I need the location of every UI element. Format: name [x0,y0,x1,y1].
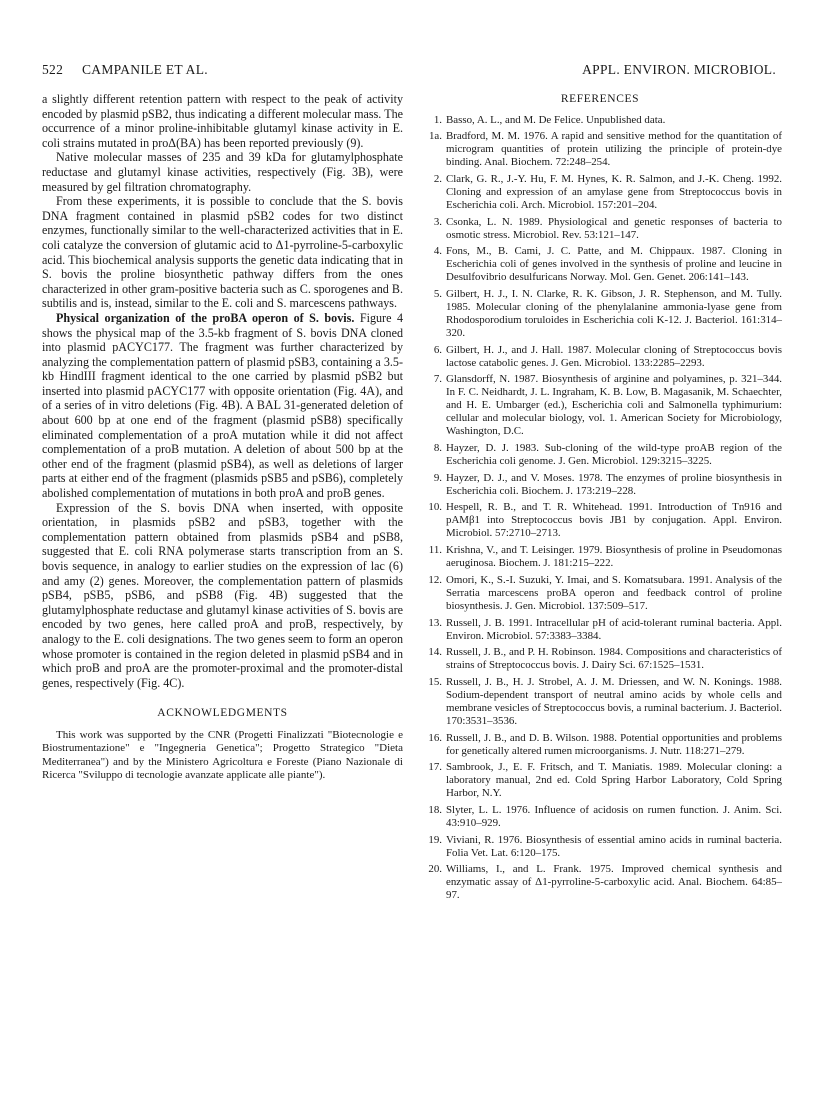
reference-number: 6. [433,343,442,356]
reference-number: 16. [428,731,442,744]
reference-number: 20. [428,863,442,876]
reference-item [418,676,782,728]
reference-text: Slyter, L. L. 1976. Influence of acidosis on rumen function. J. Anim. Sci. 43:910–929. [446,803,782,829]
reference-text: Hespell, R. B., and T. R. Whitehead. 1991. Introduction of Tn916 and pAMβ1 into Streptococcus bovis JB1 by conjugation. Appl. Environ. Microbiol. 57:2710–2713. [446,501,782,540]
reference-item [418,804,782,830]
body-paragraph-5: Expression of the S. bovis DNA when inserted, with opposite orientation, in plasmids pSB2 and pSB3, together with the complementation pattern obtained from plasmids pSB4 and pSB8, suggested that E. coli RNA polymerase starts transcription from an S. bovis sequence, in analogy to earlier studies on the expression of lac (6) and amy (2) genes. Moreover, the complementation pattern of plasmids pSB4, pSB5, pSB6, and pSB8 (Fig. 4B) suggested that the glutamylphosphate reductase and glutamyl kinase activities of S. bovis are encoded by two genes, here called proA and proB, respectively, by analogy to the E. coli designations. The two genes seem to form an operon whose promoter is contained in the region deleted in plasmid pSB4 and in which proB and proA are the promoter-proximal and the promoter-distal genes, respectively (Fig. 4C). [42,500,403,690]
reference-text: Williams, I., and L. Frank. 1975. Improved chemical synthesis and enzymatic assay of Δ1-pyrroline-5-carboxylic acid. Anal. Biochem. 64:85–97. [446,863,782,902]
reference-text: Glansdorff, N. 1987. Biosynthesis of arginine and polyamines, p. 321–344. In F. C. Neidhardt, J. L. Ingraham, K. B. Low, B. Magasanik, M. Schaechter, and H. E. Umbarger (ed.), Escherichia coli and Salmonella typhimurium: cellular and molecular biology, vol. 1. American Society for Microbiology, Washington, D.C. [446,373,782,438]
reference-item [418,544,782,570]
acknowledgments-text: This work was supported by the CNR (Progetti Finalizzati "Biotecnologie e Biostrumentazione" e "Ingegneria Genetica"; Progetto Strategico "Dieta Mediterranea") and by the Ministero Agricoltura e Foreste (Piano Nazionale di Ricerca "Sviluppo di tecnologie avanzate applicate alle piante"). [42,728,403,782]
page-number: 522 [42,62,64,77]
reference-text: Russell, J. B. 1991. Intracellular pH of acid-tolerant ruminal bacteria. Appl. Environ. Microbiol. 57:3383–3384. [446,616,782,642]
reference-text: Russell, J. B., and D. B. Wilson. 1988. Potential opportunities and problems for genetically altered rumen microorganisms. J. Nutr. 118:271–279. [446,731,782,757]
reference-text: Bradford, M. M. 1976. A rapid and sensitive method for the quantitation of microgram quantities of protein utilizing the principle of protein-dye binding. Anal. Biochem. 72:248–254. [446,130,782,169]
body-paragraph-1: a slightly different retention pattern with respect to the peak of activity encoded by plasmid pSB2, thus indicating a different molecular mass. The occurrence of a minor proline-inhibitable glutamyl kinase activity in E. coli strains mutated in proΔ(BA) has been reported previously (9). [42,92,403,150]
reference-number: 1. [433,113,442,126]
reference-number: 19. [428,833,442,846]
body-paragraph-4 [42,311,403,501]
reference-number: 1a. [428,130,442,143]
left-column [42,92,403,783]
reference-text: Russell, J. B., H. J. Strobel, A. J. M. Driessen, and W. N. Konings. 1988. Sodium-dependent transport of neutral amino acids by whole cells and membrane vesicles of Streptococcus bovis, a ruminal bacterium. J. Bacteriol. 170:3531–3536. [446,675,782,727]
reference-number: 10. [428,501,442,514]
reference-text: Krishna, V., and T. Leisinger. 1979. Biosynthesis of proline in Pseudomonas aeruginosa. Biochem. J. 181:215–222. [446,544,782,570]
reference-number: 3. [433,215,442,228]
reference-number: 11. [428,544,442,557]
reference-item [418,373,782,438]
section-title: Physical organization of the proBA operon of S. bovis. [56,310,355,325]
reference-item [418,574,782,613]
reference-item [418,114,782,127]
reference-text: Clark, G. R., J.-Y. Hu, F. M. Hynes, K. R. Salmon, and J.-K. Cheng. 1992. Cloning and expression of an amylase gene from Streptococcus bovis in Escherichia coli. Arch. Microbiol. 157:201–204. [446,172,782,211]
reference-text: Basso, A. L., and M. De Felice. Unpublished data. [446,113,666,126]
reference-number: 13. [428,616,442,629]
reference-item [418,732,782,758]
reference-text: Russell, J. B., and P. H. Robinson. 1984. Compositions and characteristics of strains of Streptococcus bovis. J. Dairy Sci. 67:1525–1531. [446,646,782,672]
reference-number: 18. [428,803,442,816]
reference-text: Fons, M., B. Cami, J. C. Patte, and M. Chippaux. 1987. Cloning in Escherichia coli of genes involved in the synthesis of proline and leucine in Desulfovibrio desulfuricans Norway. Mol. Gen. Genet. 206:141–143. [446,245,782,284]
reference-item [418,501,782,540]
reference-text: Csonka, L. N. 1989. Physiological and genetic responses of bacteria to osmotic stress. Microbiol. Rev. 53:121–147. [446,215,782,241]
reference-number: 17. [428,761,442,774]
reference-item [418,173,782,212]
reference-item [418,344,782,370]
reference-text: Gilbert, H. J., I. N. Clarke, R. K. Gibson, J. R. Stephenson, and M. Tully. 1985. Molecular cloning of the phenylalanine ammonia-lyase gene from Rhodosporodium toruloides in Escherichia coli K-12. J. Bacteriol. 161:314–320. [446,288,782,340]
reference-number: 9. [433,471,442,484]
reference-number: 7. [433,373,442,386]
reference-item [418,288,782,340]
reference-item [418,472,782,498]
reference-text: Omori, K., S.-I. Suzuki, Y. Imai, and S. Komatsubara. 1991. Analysis of the Serratia marcescens proBA operon and feedback control of proline biosynthesis. J. Gen. Microbiol. 137:509–517. [446,573,782,612]
reference-text: Gilbert, H. J., and J. Hall. 1987. Molecular cloning of Streptococcus bovis lactose catabolic genes. J. Gen. Microbiol. 133:2285–2293. [446,343,782,369]
right-column [418,92,782,906]
reference-item [418,646,782,672]
journal-name: APPL. ENVIRON. MICROBIOL. [582,62,776,77]
running-authors: CAMPANILE ET AL. [82,62,208,77]
references-heading: REFERENCES [560,93,640,105]
body-paragraph-2: Native molecular masses of 235 and 39 kDa for glutamylphosphate reductase and glutamyl kinase activities, respectively (Fig. 3B), were measured by gel filtration chromatography. [42,150,403,194]
reference-text: Hayzer, D. J. 1983. Sub-cloning of the wild-type proAB region of the Escherichia coli genome. J. Gen. Microbiol. 129:3215–3225. [446,442,782,468]
reference-number: 4. [433,245,442,258]
reference-item [418,863,782,902]
reference-list [418,114,782,903]
reference-item [418,216,782,242]
reference-number: 12. [428,573,442,586]
reference-item [418,245,782,284]
reference-text: Sambrook, J., E. F. Fritsch, and T. Maniatis. 1989. Molecular cloning: a laboratory manual, 2nd ed. Cold Spring Harbor Laboratory, Cold Spring Harbor, N.Y. [446,761,782,800]
reference-item [418,617,782,643]
reference-number: 15. [428,675,442,688]
running-header [42,62,776,80]
body-paragraph-4-text: Figure 4 shows the physical map of the 3.5-kb fragment of S. bovis DNA cloned into plasmid pACYC177. The fragment was further characterized by analyzing the complementation pattern of plasmid pSB3, containing a 3.5-kb HindIII fragment identical to the one carried by plasmid pSB2 but inserted into plasmid pACYC177 with opposite orientation (Fig. 4A), and of a series of in vitro deletions (Fig. 4B). A BAL 31-generated deletion of about 600 bp at one end of the fragment (plasmid pSB8) specifically eliminated complementation of a proA mutation while it did not affect complementation of a proB mutation. A deletion of about 500 bp at the other end of the fragment (plasmid pSB4), as well as deletions of larger parts at either end of the fragment (plasmids pSB5 and pSB6), completely abolished complementation of mutations in both proA and proB genes. [42,310,403,501]
reference-item [418,761,782,800]
reference-number: 8. [433,442,442,455]
reference-item [418,130,782,169]
reference-text: Hayzer, D. J., and V. Moses. 1978. The enzymes of proline biosynthesis in Escherichia coli. Biochem. J. 173:219–228. [446,471,782,497]
reference-item [418,442,782,468]
reference-number: 14. [428,646,442,659]
acknowledgments-section [42,706,403,782]
reference-item [418,834,782,860]
reference-number: 2. [433,172,442,185]
body-paragraph-3: From these experiments, it is possible to conclude that the S. bovis DNA fragment contained in plasmid pSB2 codes for two distinct enzymes, functionally similar to the well-characterized activities that in E. coli catalyze the conversion of glutamic acid to Δ1-pyrroline-5-carboxylic acid. This biochemical analysis supports the genetic data indicating that in S. bovis the proline biosynthetic pathway differs from the ones characterized in other gram-positive bacteria such as C. sporogenes and B. subtilis and is, instead, similar to the E. coli and S. marcescens pathways. [42,194,403,311]
reference-number: 5. [433,288,442,301]
reference-text: Viviani, R. 1976. Biosynthesis of essential amino acids in ruminal bacteria. Folia Vet. Lat. 6:120–175. [446,833,782,859]
acknowledgments-heading: ACKNOWLEDGMENTS [157,707,288,720]
